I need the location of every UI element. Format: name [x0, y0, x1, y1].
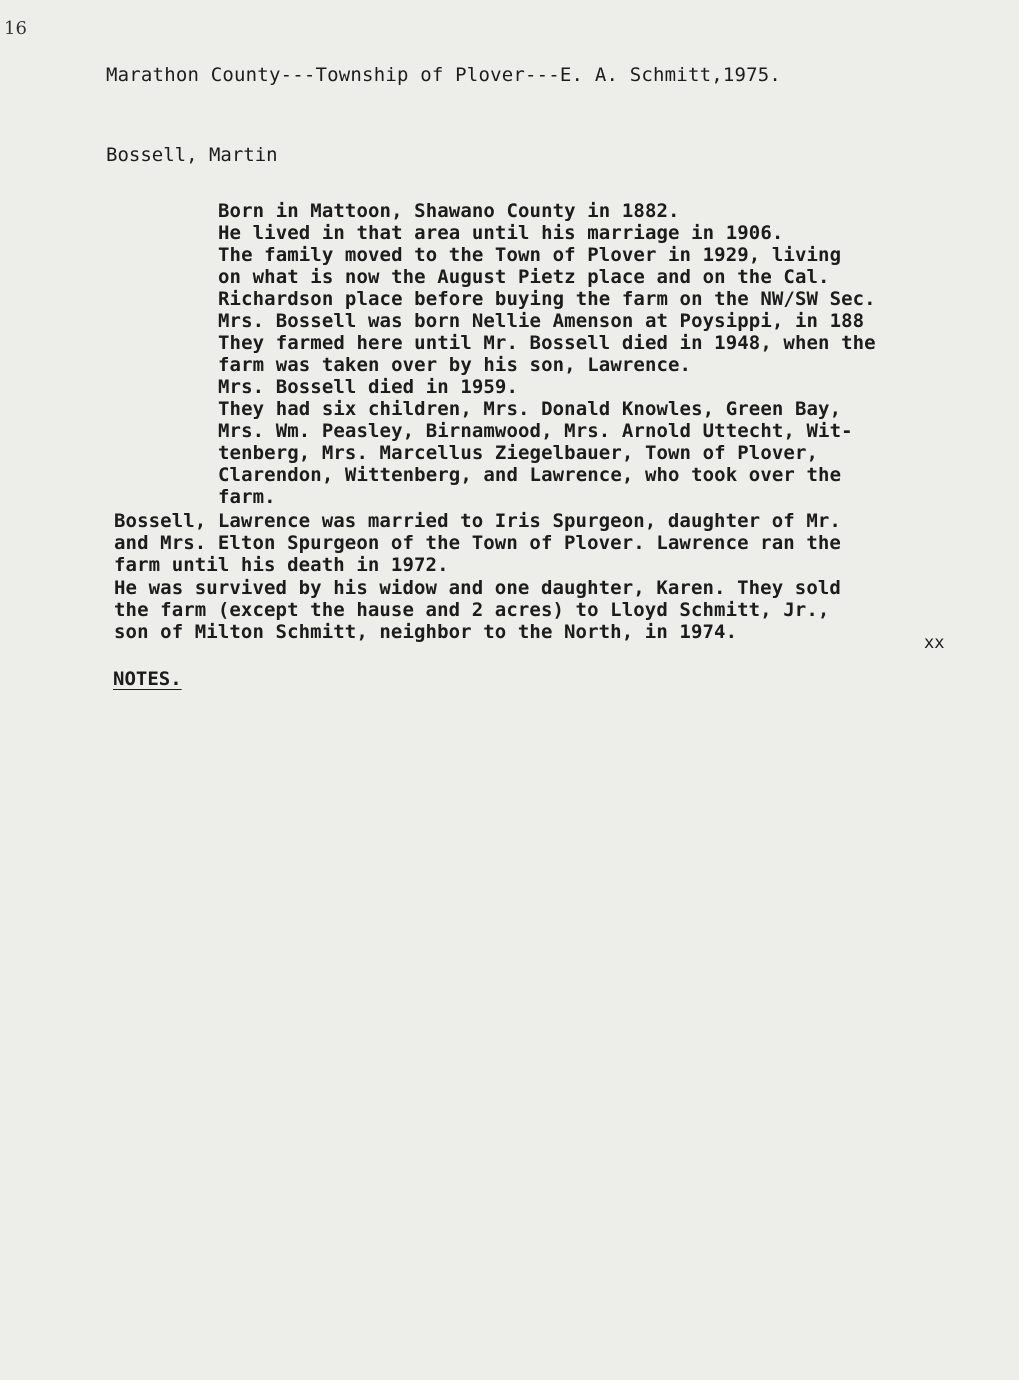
text-line: farm was taken over by his son, Lawrence.: [218, 354, 692, 376]
text-line: on what is now the August Pietz place and on the Cal.: [218, 266, 830, 288]
text-line: Richardson place before buying the farm on the NW/SW Sec.: [218, 288, 876, 310]
document-header: Marathon County---Township of Plover---E. A. Schmitt,1975.: [106, 64, 782, 86]
margin-mark: xx: [924, 633, 945, 653]
text-line: He lived in that area until his marriage in 1906.: [218, 222, 784, 244]
text-line: farm.: [218, 486, 276, 508]
text-line: They had six children, Mrs. Donald Knowles, Green Bay,: [218, 398, 842, 420]
text-line: farm until his death in 1972.: [114, 554, 449, 576]
notes-heading: NOTES.: [113, 668, 182, 690]
text-line: Mrs. Wm. Peasley, Birnamwood, Mrs. Arnold Uttecht, Wit-: [218, 420, 853, 442]
page-number: 16: [4, 18, 27, 39]
subject-name: Bossell, Martin: [106, 144, 278, 166]
text-line: They farmed here until Mr. Bossell died in 1948, when the: [218, 332, 876, 354]
text-line: son of Milton Schmitt, neighbor to the North, in 1974.: [114, 621, 738, 643]
text-line: Clarendon, Wittenberg, and Lawrence, who took over the: [218, 464, 842, 486]
text-line: Bossell, Lawrence was married to Iris Spurgeon, daughter of Mr.: [114, 510, 841, 532]
text-line: The family moved to the Town of Plover in 1929, living: [218, 244, 842, 266]
text-line: Born in Mattoon, Shawano County in 1882.: [218, 200, 680, 222]
text-line: tenberg, Mrs. Marcellus Ziegelbauer, Town of Plover,: [218, 442, 819, 464]
text-line: and Mrs. Elton Spurgeon of the Town of Plover. Lawrence ran the: [114, 532, 841, 554]
text-line: the farm (except the hause and 2 acres) to Lloyd Schmitt, Jr.,: [114, 599, 830, 621]
text-line: He was survived by his widow and one daughter, Karen. They sold: [114, 577, 841, 599]
text-line: Mrs. Bossell died in 1959.: [218, 376, 519, 398]
text-line: Mrs. Bossell was born Nellie Amenson at Poysippi, in 188: [218, 310, 865, 332]
